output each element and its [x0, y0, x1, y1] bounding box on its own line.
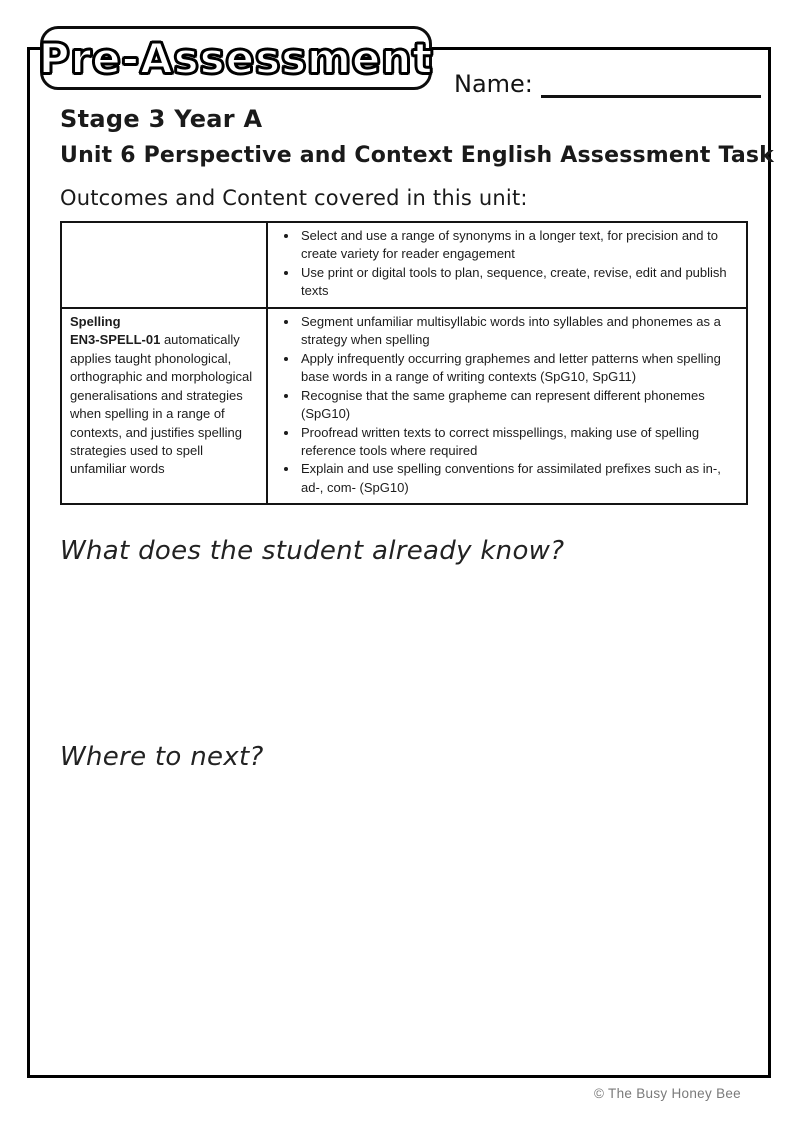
name-row: [454, 70, 761, 98]
outcome-text: automatically applies taught phonological, orthographic and morphological generalisations and strategies when spelling in a range of contexts, and justifies spelling strategies used to spell unfamiliar words: [70, 332, 253, 477]
content-bullet-list: [276, 313, 740, 498]
content-bullet: • Segment unfamiliar multisyllabic words into syllables and phonemes as a strategy when spelling: [299, 313, 740, 350]
question-already-know: What does the student already know?: [60, 536, 565, 566]
question-where-next: Where to next?: [60, 742, 264, 772]
name-write-line: [541, 70, 761, 98]
outcomes-intro-heading: Outcomes and Content covered in this unit:: [60, 186, 528, 210]
content-bullet-list: [276, 227, 740, 301]
pre-assessment-banner: [40, 26, 432, 90]
content-cell: [267, 222, 747, 308]
outcome-cell: [61, 222, 267, 308]
content-cell: [267, 308, 747, 505]
banner-title: Pre-Assessment: [38, 33, 434, 83]
page-border-frame: [27, 47, 775, 1078]
content-bullet: • Proofread written texts to correct misspellings, making use of spelling reference tools where required: [299, 424, 740, 461]
outcome-description: [70, 331, 260, 479]
table-row: [61, 308, 747, 505]
footer-credit: © The Busy Honey Bee: [593, 1086, 741, 1101]
content-bullet: • Apply infrequently occurring graphemes and letter patterns when spelling base words in a range of writing contexts (SpG10, SpG11): [299, 350, 740, 387]
table-row: [61, 222, 747, 308]
outcome-code: EN3-SPELL-01: [70, 332, 161, 348]
content-bullet: • Explain and use spelling conventions for assimilated prefixes such as in-, ad-, com- (SpG10): [299, 460, 740, 497]
content-bullet: • Use print or digital tools to plan, sequence, create, revise, edit and publish texts: [299, 264, 740, 301]
outcomes-table: [60, 221, 748, 505]
content-bullet: • Recognise that the same grapheme can represent different phonemes (SpG10): [299, 387, 740, 424]
stage-heading: Stage 3 Year A: [60, 105, 263, 133]
outcome-title: Spelling: [70, 313, 121, 329]
name-label: Name:: [454, 70, 533, 98]
unit-heading: Unit 6 Perspective and Context English Assessment Task: [60, 143, 775, 168]
content-bullet: • Select and use a range of synonyms in a longer text, for precision and to create variety for reader engagement: [299, 227, 740, 264]
outcome-cell: [61, 308, 267, 505]
